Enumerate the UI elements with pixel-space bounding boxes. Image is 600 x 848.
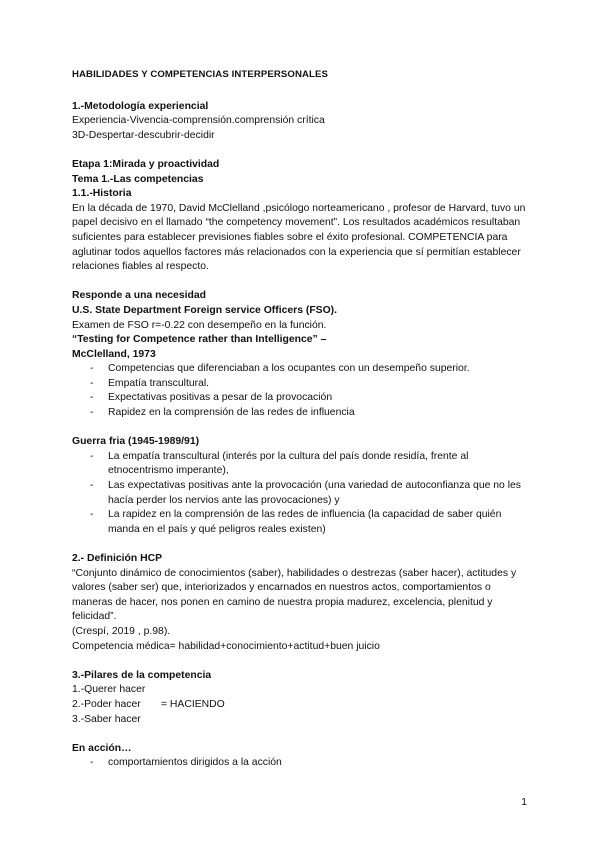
s1-line-2: 3D-Despertar-descubrir-decidir xyxy=(72,129,215,141)
historia-text-a: En la década de 1970, David McClelland ,psicólogo norteamericano , profesor de Harvard, tuvo un papel decisivo en el llamado xyxy=(72,202,526,229)
fso-exam-line: Examen de FSO r=-0.22 con desempeño en la función. xyxy=(72,319,327,331)
list-item: - comportamientos dirigidos a la acción xyxy=(72,756,532,771)
definition-text: “Conjunto dinámico de conocimientos (saber), habilidades o destrezas (saber hacer), actitudes y valores (saber ser) que, interiorizados y encarnados en nuestros actos, comportamientos o maneras de hacer, nos ponen en camino de nuestra propia madurez, excelencia, plenitud y felicidad”. xyxy=(72,567,517,623)
s1-line-1: Experiencia-Vivencia-comprensión.comprensión crítica xyxy=(72,115,325,127)
list-item: - Rapidez en la comprensión de las redes de influencia xyxy=(72,406,532,421)
section-3-heading: 3.-Pilares de la competencia xyxy=(72,669,212,681)
pilar-3: 3.-Saber hacer xyxy=(72,713,141,725)
testing-line: “Testing for Competence rather than Intelligence” – xyxy=(72,334,327,346)
guerra-list xyxy=(72,450,532,538)
list-item: - Las expectativas positivas ante la provocación (una variedad de autoconfianza que no les hacía perder los nervios ante las provocaciones) y xyxy=(72,479,532,508)
document-page xyxy=(72,68,532,771)
definition-citation: (Crespí, 2019 , p.98). xyxy=(72,625,171,637)
section-1-heading: 1.-Metodología experiencial xyxy=(72,100,209,112)
historia-text-b: . Los resultados académicos resultaban suficientes para establecer previsiones fiables sobre el éxito profesional. COMPETENCIA para aglutinar todos aquellos factores más relacionados con la experiencia que sí permitían establecer relaciones fiables al respecto. xyxy=(72,217,521,273)
section-2-heading: 2.- Definición HCP xyxy=(72,553,163,564)
etapa-heading: Etapa 1:Mirada y proactividad xyxy=(72,158,220,170)
guerra-heading: Guerra fria (1945-1989/91) xyxy=(72,436,200,448)
list-item: - Competencias que diferenciaban a los ocupantes con un desempeño superior. xyxy=(72,362,532,377)
list-item: - La rapidez en la comprensión de las redes de influencia (la capacidad de saber quién manda en el país y qué peligros reales existen) xyxy=(72,508,532,537)
mcclelland-line: McClelland, 1973 xyxy=(72,348,156,360)
list-item: - La empatía transcultural (interés por la cultura del país donde residía, frente al etnocentrismo imperante), xyxy=(72,450,532,479)
responde-list xyxy=(72,362,532,420)
list-item: - Empatía transcultural. xyxy=(72,377,532,392)
responde-heading: Responde a una necesidad xyxy=(72,290,206,302)
accion-heading: En acción… xyxy=(72,742,132,754)
tema-heading: Tema 1.-Las competencias xyxy=(72,173,204,185)
document-title: HABILIDADES Y COMPETENCIAS INTERPERSONALES xyxy=(72,69,328,80)
fso-heading: U.S. State Department Foreign service Officers (FSO). xyxy=(72,304,338,316)
historia-paragraph xyxy=(72,202,532,275)
competencia-medica: Competencia médica= habilidad+conocimiento+actitud+buen juicio xyxy=(72,640,380,652)
historia-heading: 1.1.-Historia xyxy=(72,188,132,200)
accion-list xyxy=(72,756,532,771)
page-number: 1 xyxy=(521,797,527,808)
historia-quote: “the competency movement” xyxy=(205,217,338,229)
pilar-2: 2.-Poder hacer = HACIENDO xyxy=(72,698,225,710)
pilar-1: 1.-Querer hacer xyxy=(72,684,146,696)
list-item: - Expectativas positivas a pesar de la provocación xyxy=(72,391,532,406)
